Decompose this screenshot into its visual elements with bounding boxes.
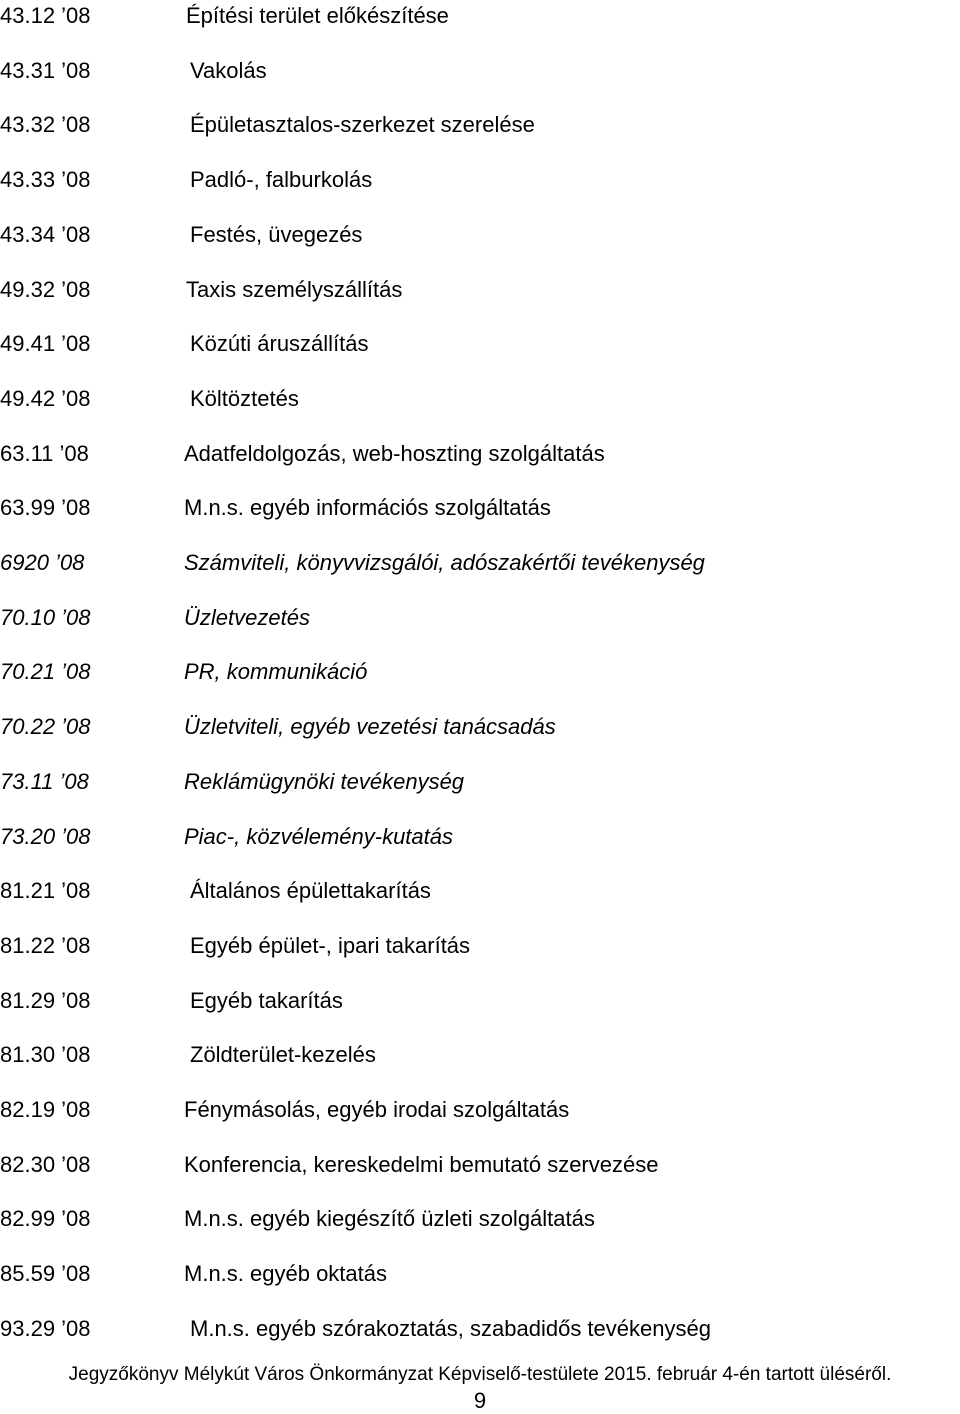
activity-description: Egyéb takarítás — [190, 987, 343, 1013]
activity-description: Üzletvezetés — [184, 604, 310, 630]
activity-code: 82.30 ’08 — [0, 1151, 91, 1177]
activity-description: Egyéb épület-, ipari takarítás — [190, 932, 471, 958]
activity-code: 49.41 ’08 — [0, 331, 91, 357]
activity-code: 70.21 ’08 — [0, 659, 91, 685]
activity-code: 49.32 ’08 — [0, 276, 91, 302]
activity-code: 43.12 ’08 — [0, 3, 91, 28]
activity-code: 70.10 ’08 — [0, 604, 91, 630]
activity-description: Adatfeldolgozás, web-hoszting szolgáltatás — [184, 440, 605, 466]
activity-code: 82.99 ’08 — [0, 1206, 91, 1232]
activity-code: 43.32 ’08 — [0, 112, 91, 138]
activity-description: M.n.s. egyéb szórakoztatás, szabadidős tevékenység — [190, 1315, 711, 1341]
activity-code: 43.33 ’08 — [0, 167, 91, 193]
activity-code: 73.11 ’08 — [0, 768, 89, 794]
activity-description: Taxis személyszállítás — [186, 276, 403, 302]
activity-description: Üzletviteli, egyéb vezetési tanácsadás — [184, 714, 556, 740]
page-number: 9 — [473, 1388, 487, 1413]
activity-code: 81.22 ’08 — [0, 932, 91, 958]
activity-code: 49.42 ’08 — [0, 385, 91, 411]
activity-description: Festés, üvegezés — [190, 221, 363, 247]
activity-code: 93.29 ’08 — [0, 1315, 91, 1341]
activity-code: 43.31 ’08 — [0, 57, 91, 83]
activity-code: 81.21 ’08 — [0, 878, 91, 904]
activity-code: 6920 ’08 — [0, 550, 85, 575]
activity-code: 82.19 ’08 — [0, 1097, 91, 1122]
activity-description: Épületasztalos-szerkezet szerelése — [190, 112, 535, 138]
activity-description: Reklámügynöki tevékenység — [184, 768, 465, 794]
activity-description: PR, kommunikáció — [184, 659, 368, 685]
activity-description: M.n.s. egyéb kiegészítő üzleti szolgáltatás — [184, 1206, 595, 1232]
activity-description: Általános épülettakarítás — [190, 878, 431, 904]
activity-code: 70.22 ’08 — [0, 714, 91, 740]
activity-description: Zöldterület-kezelés — [190, 1042, 376, 1068]
activity-code: 63.99 ’08 — [0, 495, 91, 521]
activity-code: 81.30 ’08 — [0, 1042, 91, 1068]
activity-description: M.n.s. egyéb oktatás — [184, 1261, 387, 1287]
activity-code: 43.34 ’08 — [0, 221, 91, 247]
activity-code: 81.29 ’08 — [0, 987, 91, 1013]
activity-code: 63.11 ’08 — [0, 440, 89, 466]
activity-description: Építési terület előkészítése — [186, 3, 449, 28]
activity-description: Számviteli, könyvvizsgálói, adószakértői tevékenység — [184, 550, 705, 575]
activity-code: 85.59 ’08 — [0, 1261, 91, 1287]
activity-description: Vakolás — [190, 57, 267, 83]
activity-description: Közúti áruszállítás — [190, 331, 369, 357]
activity-description: Padló-, falburkolás — [190, 167, 373, 193]
activity-description: Költöztetés — [190, 385, 299, 411]
activity-code: 73.20 ’08 — [0, 823, 91, 849]
activity-description: Piac-, közvélemény-kutatás — [184, 823, 453, 849]
activity-description: Fénymásolás, egyéb irodai szolgáltatás — [184, 1097, 570, 1122]
activity-description: M.n.s. egyéb információs szolgáltatás — [184, 495, 551, 521]
page-footer: Jegyzőkönyv Mélykút Város Önkormányzat Képviselő-testülete 2015. február 4-én tartott üléséről. — [68, 1364, 892, 1385]
activity-description: Konferencia, kereskedelmi bemutató szervezése — [184, 1151, 659, 1177]
